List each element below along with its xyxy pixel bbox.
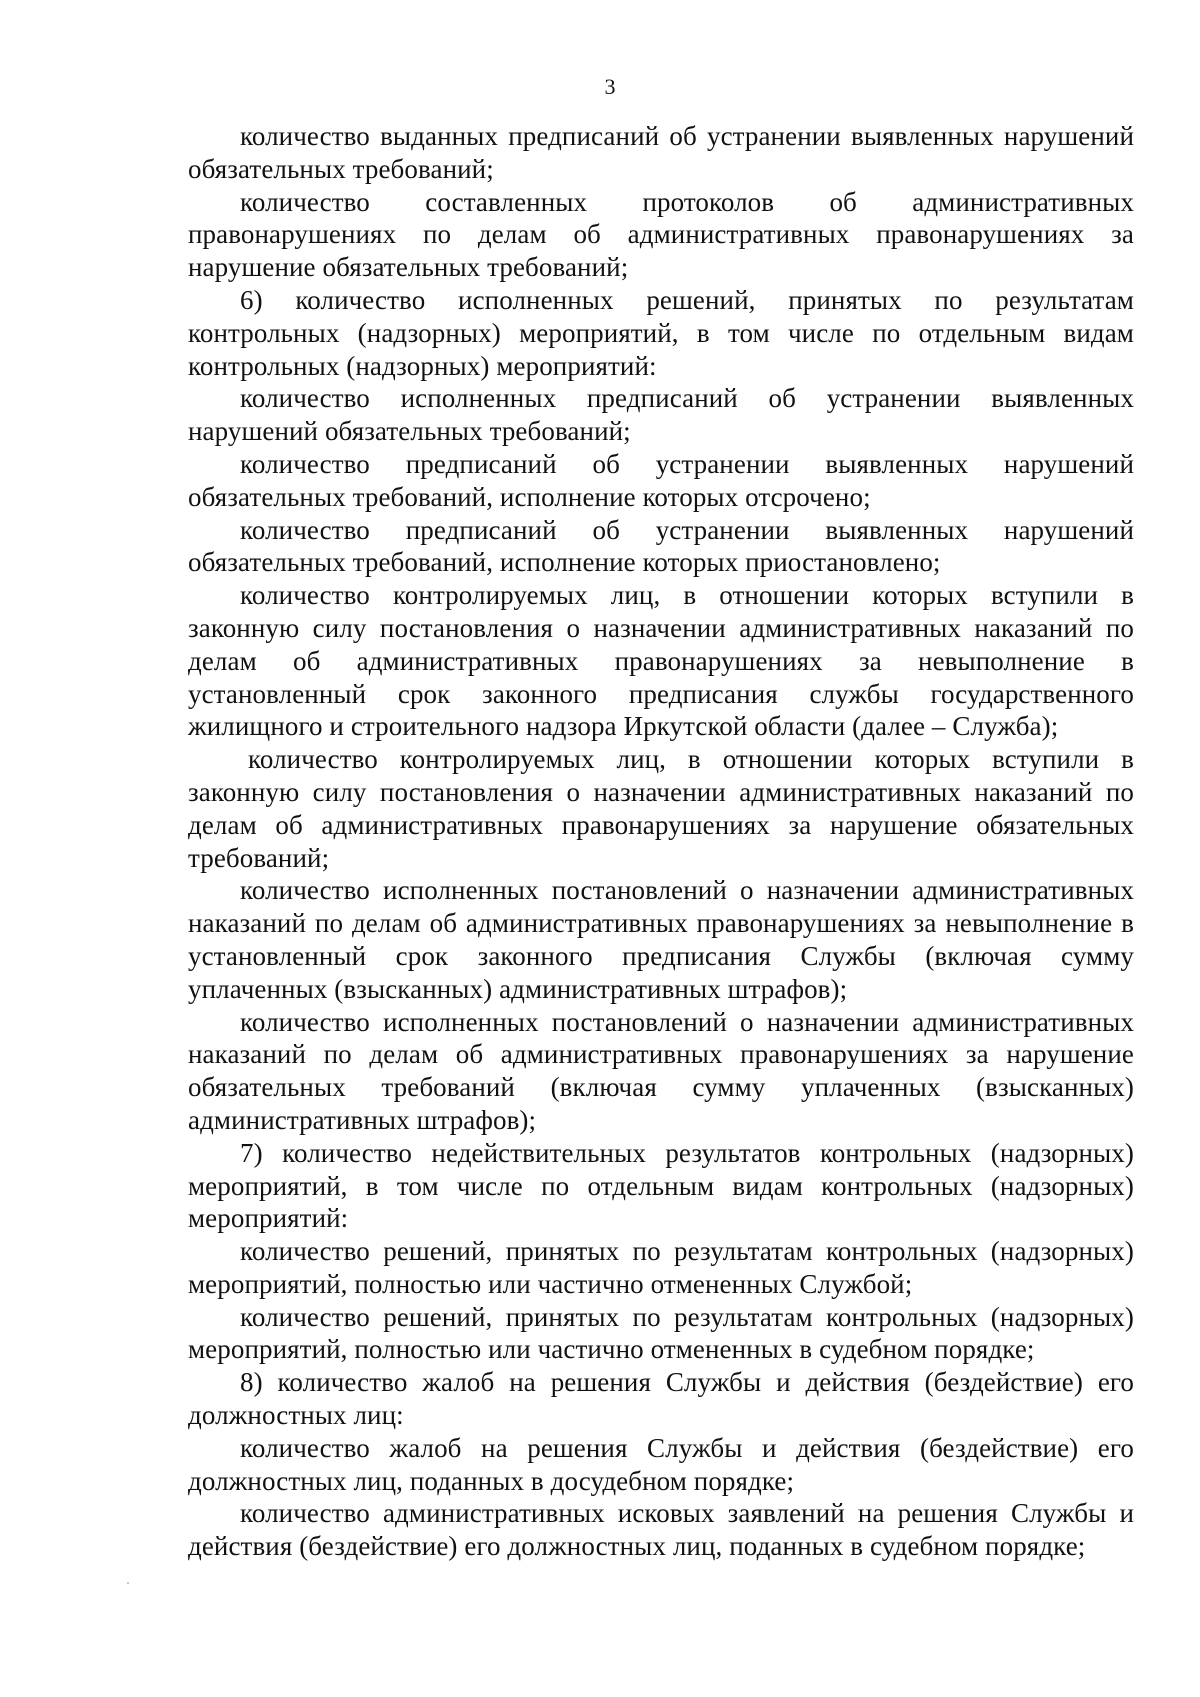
paragraph-executed-penalties-non-execution: количество исполненных постановлений о назначении административных наказаний по делам об административных правонарушениях за невыполнение в установленный срок законного предписания Службы (включая сумму уплаченных (взысканных) административных штрафов); <box>188 875 1134 1004</box>
paragraph-court-claims: количество административных исковых заявлений на решения Службы и действия (бездействие) его должностных лиц, поданных в судебном порядке; <box>188 1498 1134 1562</box>
paragraph-executed-penalties-violation: количество исполненных постановлений о назначении административных наказаний по делам об административных правонарушениях за нарушение обязательных требований (включая сумму уплаченных (взысканных) административных штрафов); <box>188 1006 1134 1135</box>
paragraph-executed-orders: количество исполненных предписаний об устранении выявленных нарушений обязательных требований; <box>188 383 1134 447</box>
paragraph-penalties-non-execution: количество контролируемых лиц, в отношении которых вступили в законную силу постановления о назначении административных наказаний по делам об административных правонарушениях за невыполнение в установленный срок законного предписания службы государственного жилищного и строительного надзора Иркутской области (далее – Служба); <box>188 580 1134 742</box>
paragraph-item-8: 8) количество жалоб на решения Службы и действия (бездействие) его должностных лиц: <box>188 1367 1134 1431</box>
paragraph-suspended-orders: количество предписаний об устранении выявленных нарушений обязательных требований, исполнение которых приостановлено; <box>188 514 1134 578</box>
scan-speck <box>127 1582 129 1584</box>
paragraph-deferred-orders: количество предписаний об устранении выявленных нарушений обязательных требований, исполнение которых отсрочено; <box>188 448 1134 512</box>
paragraph-penalties-violation: количество контролируемых лиц, в отношении которых вступили в законную силу постановления о назначении административных наказаний по делам об административных правонарушениях за нарушение обязательных требований; <box>188 744 1134 873</box>
paragraph-cancelled-by-service: количество решений, принятых по результатам контрольных (надзорных) мероприятий, полностью или частично отмененных Службой; <box>188 1236 1134 1299</box>
page-number: 3 <box>604 74 616 99</box>
paragraph-item-6: 6) количество исполненных решений, принятых по результатам контрольных (надзорных) мероприятий, в том числе по отдельным видам контрольных (надзорных) мероприятий: <box>188 284 1134 381</box>
paragraph-issued-orders: количество выданных предписаний об устранении выявленных нарушений обязательных требований; <box>188 121 1134 184</box>
paragraph-cancelled-by-court: количество решений, принятых по результатам контрольных (надзорных) мероприятий, полностью или частично отмененных в судебном порядке; <box>188 1301 1134 1365</box>
paragraph-item-7: 7) количество недействительных результатов контрольных (надзорных) мероприятий, в том числе по отдельным видам контрольных (надзорных) мероприятий: <box>188 1137 1134 1234</box>
paragraph-protocols: количество составленных протоколов об административных правонарушениях по делам об административных правонарушениях за нарушение обязательных требований; <box>188 186 1134 283</box>
document-body <box>188 120 1134 1563</box>
paragraph-pretrial-complaints: количество жалоб на решения Службы и действия (бездействие) его должностных лиц, поданных в досудебном порядке; <box>188 1432 1134 1496</box>
